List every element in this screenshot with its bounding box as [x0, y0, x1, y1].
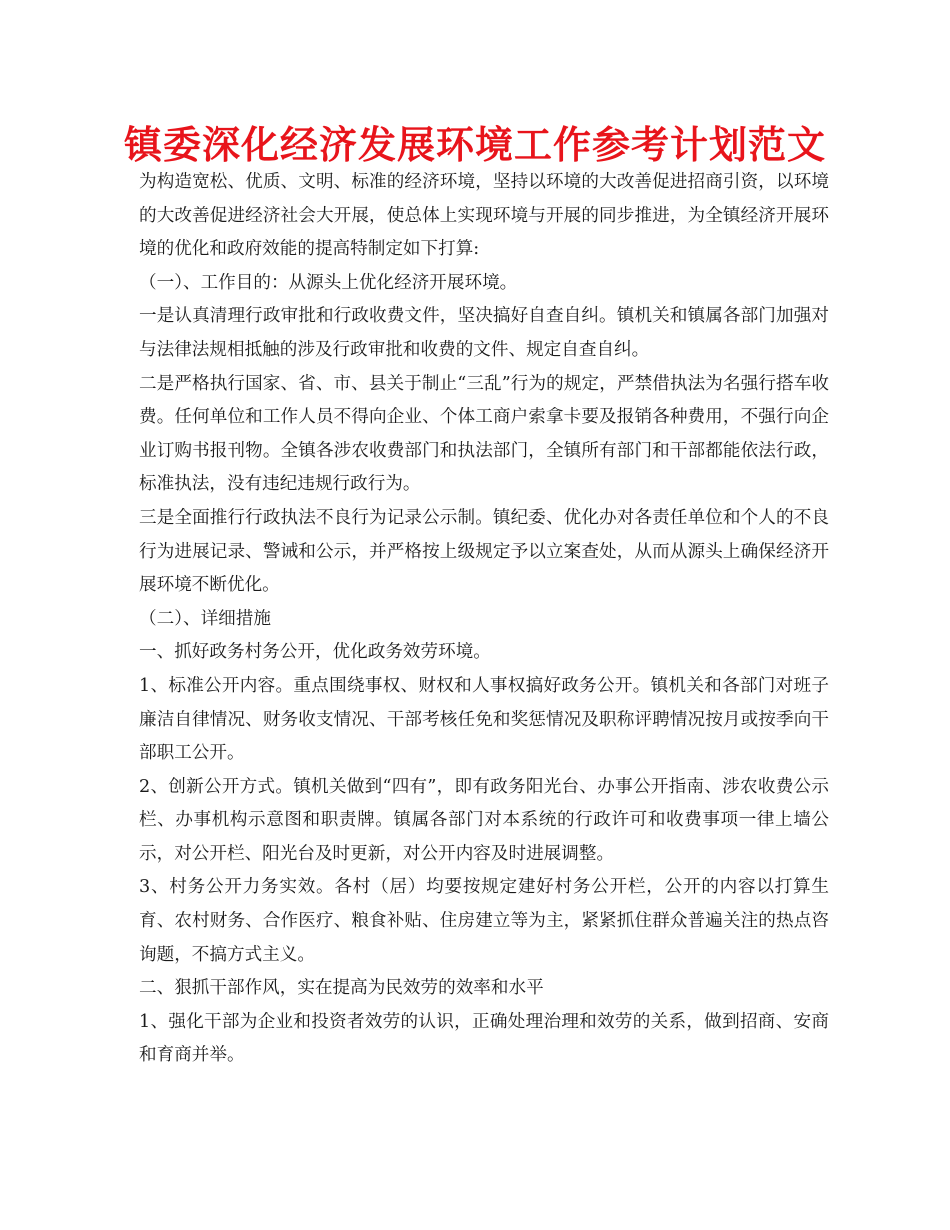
paragraph-subheading-1: 一、抓好政务村务公开，优化政务效劳环境。 — [139, 642, 491, 663]
paragraph-subheading-2: 二、狠抓干部作风，实在提高为民效劳的效率和水平 — [139, 978, 544, 999]
paragraph-measure-1: 1、标准公开内容。重点围绕事权、财权和人事权搞好政务公开。镇机关和各部门对班子廉洁自律情况、财务收支情况、干部考核任免和奖惩情况及职称评聘情况按月或按季向干部职工公开。 — [139, 675, 829, 764]
paragraph-item-3: 三是全面推行行政执法不良行为记录公示制。镇纪委、优化办对各责任单位和个人的不良行为进展记录、警诫和公示，并严格按上级规定予以立案查处，从而从源头上确保经济开展环境不断优化。 — [139, 507, 829, 596]
paragraph-intro: 为构造宽松、优质、文明、标准的经济环境，坚持以环境的大改善促进招商引资，以环境的大改善促进经济社会大开展，使总体上实现环境与开展的同步推进，为全镇经济开展环境的优化和政府效能的提高特制定如下打算: — [139, 172, 829, 260]
paragraph-item-1: 一是认真清理行政审批和行政收费文件，坚决搞好自查自纠。镇机关和镇属各部门加强对与法律法规相抵触的涉及行政审批和收费的文件、规定自查自纠。 — [139, 306, 829, 360]
document-body — [139, 166, 829, 1073]
paragraph-section-2-heading: （二）、详细措施 — [139, 608, 271, 629]
document-title: 镇委深化经济发展环境工作参考计划范文 — [123, 123, 826, 167]
paragraph-measure-4: 1、强化干部为企业和投资者效劳的认识，正确处理治理和效劳的关系，做到招商、安商和育商并举。 — [139, 1011, 829, 1066]
paragraph-measure-2: 2、创新公开方式。镇机关做到“四有”，即有政务阳光台、办事公开指南、涉农收费公示栏、办事机构示意图和职责牌。镇属各部门对本系统的行政许可和收费事项一律上墙公示，对公开栏、阳光台及时更新，对公开内容及时进展调整。 — [139, 776, 829, 864]
paragraph-section-1-heading: （一）、工作目的：从源头上优化经济开展环境。 — [139, 272, 518, 293]
paragraph-measure-3: 3、村务公开力务实效。各村（居）均要按规定建好村务公开栏，公开的内容以打算生育、农村财务、合作医疗、粮食补贴、住房建立等为主，紧紧抓住群众普遍关注的热点咨询题，不搞方式主义。 — [139, 877, 829, 965]
paragraph-item-2: 二是严格执行国家、省、市、县关于制止“三乱”行为的规定，严禁借执法为名强行搭车收费。任何单位和工作人员不得向企业、个体工商户索拿卡要及报销各种费用，不强行向企业订购书报刊物。全镇各涉农收费部门和执法部门，全镇所有部门和干部都能依法行政，标准执法，没有违纪违规行政行为。 — [139, 373, 829, 495]
